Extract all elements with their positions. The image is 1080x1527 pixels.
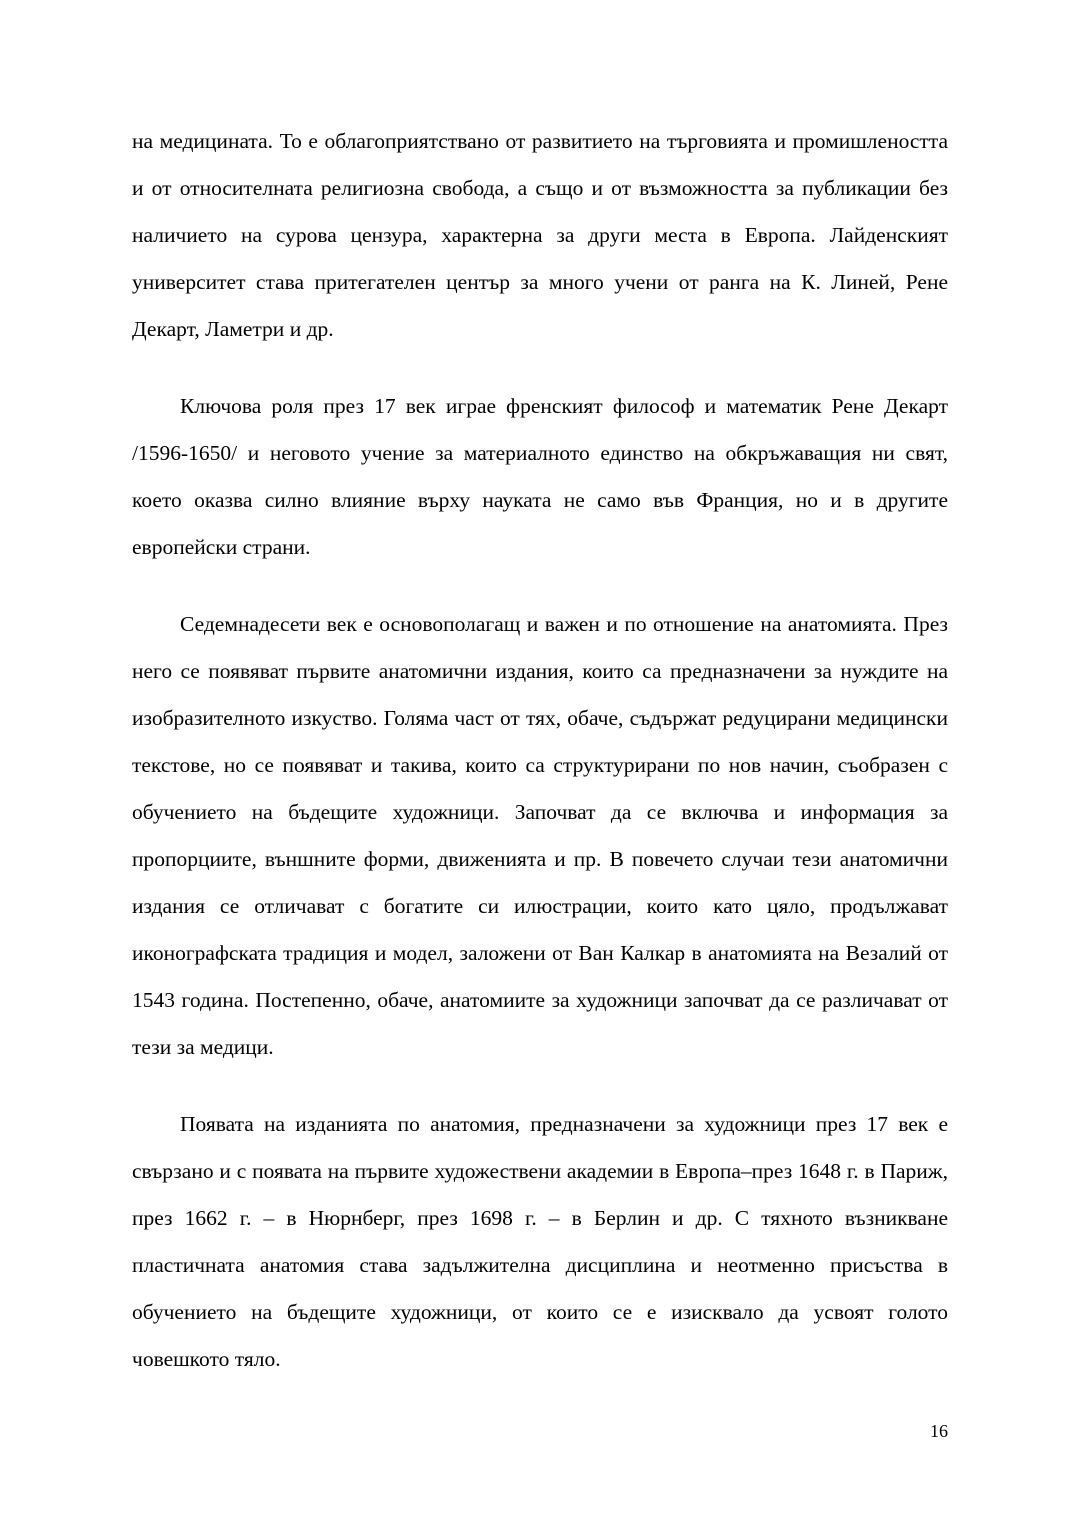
paragraph-anatomy-17th-century: Седемнадесети век е основополагащ и важен и по отношение на анатомията. През него се появяват първите анатомични издания, които са предназначени за нуждите на изобразителното изкуство. Голяма част от тях, обаче, съдържат редуцирани медицински текстове, но се появяват и такива, които са структурирани по нов начин, съобразен с обучението на бъдещите художници. Започват да се включва и информация за пропорциите, външните форми, движенията и пр. В повечето случаи тези анатомични издания се отличават с богатите си илюстрации, които като цяло, продължават иконографската традиция и модел, заложени от Ван Калкар в анатомията на Везалий от 1543 година. Постепенно, обаче, анатомиите за художници започват да се различават от тези за медици. [132, 612, 948, 1059]
paragraph-spacer [132, 1093, 948, 1101]
paragraph-descartes: Ключова роля през 17 век играе френският философ и математик Рене Декарт /1596-1650/ и неговото учение за материалното единство на обкръжаващия ни свят, което оказва силно влияние върху науката не само във Франция, но и в другите европейски страни. [132, 394, 948, 559]
paragraph-spacer [132, 593, 948, 601]
paragraph-medicine-trade: на медицината. То е облагоприятствано от развитието на търговията и промишлеността и от относителната религиозна свобода, а също и от възможността за публикации без наличието на сурова цензура, характерна за други места в Европа. Лайденският университет става притегателен център за много учени от ранга на К. Линей, Рене Декарт, Ламетри и др. [132, 129, 948, 341]
paragraph-art-academies: Появата на изданията по анатомия, предназначени за художници през 17 век е свързано и с появата на първите художествени академии в Европа–през 1648 г. в Париж, през 1662 г. – в Нюрнберг, през 1698 г. – в Берлин и др. С тяхното възникване пластичната анатомия става задължителна дисциплина и неотменно присъства в обучението на бъдещите художници, от които се е изисквало да усвоят голото човешкото тяло. [132, 1112, 948, 1371]
page-number: 16 [930, 1421, 948, 1441]
paragraph-spacer [132, 375, 948, 383]
